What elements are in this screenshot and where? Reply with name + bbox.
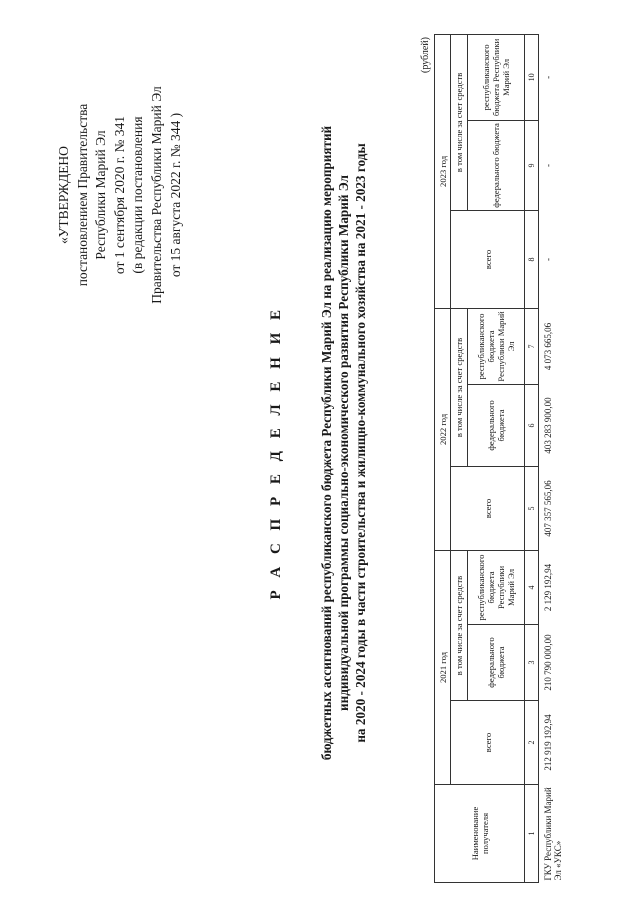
header-republic-2023: республиканского бюджета Республики Марий Эл	[468, 34, 525, 120]
header-year-2022: 2022 год	[435, 308, 451, 550]
header-incl-2021: в том числе за счет средств	[451, 550, 468, 700]
column-number: 3	[525, 625, 539, 701]
approval-line: Республики Марий Эл	[93, 130, 109, 260]
approval-line: постановлением Правительства	[74, 103, 90, 287]
header-total-2021: всего	[451, 701, 525, 785]
header-row-incl	[451, 34, 468, 882]
header-federal-2021: федерального бюджета	[468, 625, 525, 701]
total-2022-cell: 407 357 565,06	[543, 480, 553, 537]
header-incl-2023: в том числе за счет средств	[451, 34, 468, 210]
column-number: 7	[525, 308, 539, 384]
republic-2023-cell: -	[543, 75, 553, 79]
column-number: 4	[525, 550, 539, 624]
header-federal-2022: федерального бюджета	[468, 384, 525, 466]
header-total-2022: всего	[451, 466, 525, 550]
column-number: 2	[525, 701, 539, 785]
header-total-2023: всего	[451, 210, 525, 308]
column-number-row	[525, 34, 539, 882]
header-republic-2022: республиканского бюджета Республики Марий Эл	[468, 308, 525, 384]
total-2023-cell: -	[543, 257, 553, 261]
header-year-2023: 2023 год	[435, 34, 451, 308]
subtitle-line: на 2020 - 2024 годы в части строительства и жилищно-коммунального хозяйства на 2021 - 2023 годы	[353, 143, 368, 743]
column-number: 10	[525, 34, 539, 120]
recipient-name: ГКУ Республики Марий Эл «УКС»	[543, 787, 563, 881]
column-number: 6	[525, 384, 539, 466]
units-label: (рублей)	[420, 37, 431, 74]
table-row	[539, 34, 571, 882]
republic-2022-cell: 4 073 665,06	[543, 322, 553, 371]
approval-line: (в редакции постановления	[130, 116, 146, 274]
column-number: 5	[525, 466, 539, 550]
column-number: 9	[525, 120, 539, 210]
subtitle-line: индивидуальной программы социально-экономического развития Республики Марий Эл	[336, 175, 351, 711]
header-recipient: Наименование получателя	[435, 785, 525, 883]
header-federal-2023: федерального бюджета	[468, 120, 525, 210]
header-republic-2021: республиканского бюджета Республики Марий Эл	[468, 550, 525, 624]
federal-2021-cell: 210 790 000,00	[543, 634, 553, 691]
subtitle-line: бюджетных ассигнований республиканского бюджета Республики Марий Эл на реализацию мероприятий	[319, 125, 334, 761]
approval-line: от 1 сентября 2020 г. № 341	[111, 115, 127, 275]
approval-line: Правительства Республики Марий Эл	[148, 86, 164, 304]
header-incl-2022: в том числе за счет средств	[451, 308, 468, 466]
total-2021-cell: 212 919 192,94	[543, 714, 553, 771]
approval-stamp	[55, 45, 185, 345]
federal-2023-cell: -	[543, 163, 553, 167]
republic-2021-cell: 2 129 192,94	[543, 563, 553, 612]
approval-line: «УТВЕРЖДЕНО	[56, 146, 71, 244]
document-title: Р А С П Р Е Д Е Л Е Н И Е	[268, 305, 284, 600]
header-row-years	[435, 34, 451, 882]
document-subtitle	[318, 33, 369, 853]
header-year-2021: 2021 год	[435, 550, 451, 784]
column-number: 1	[525, 785, 539, 883]
budget-table	[434, 34, 570, 883]
approval-line: от 15 августа 2022 г. № 344 )	[167, 112, 183, 278]
federal-2022-cell: 403 283 900,00	[543, 397, 553, 454]
column-number: 8	[525, 210, 539, 308]
